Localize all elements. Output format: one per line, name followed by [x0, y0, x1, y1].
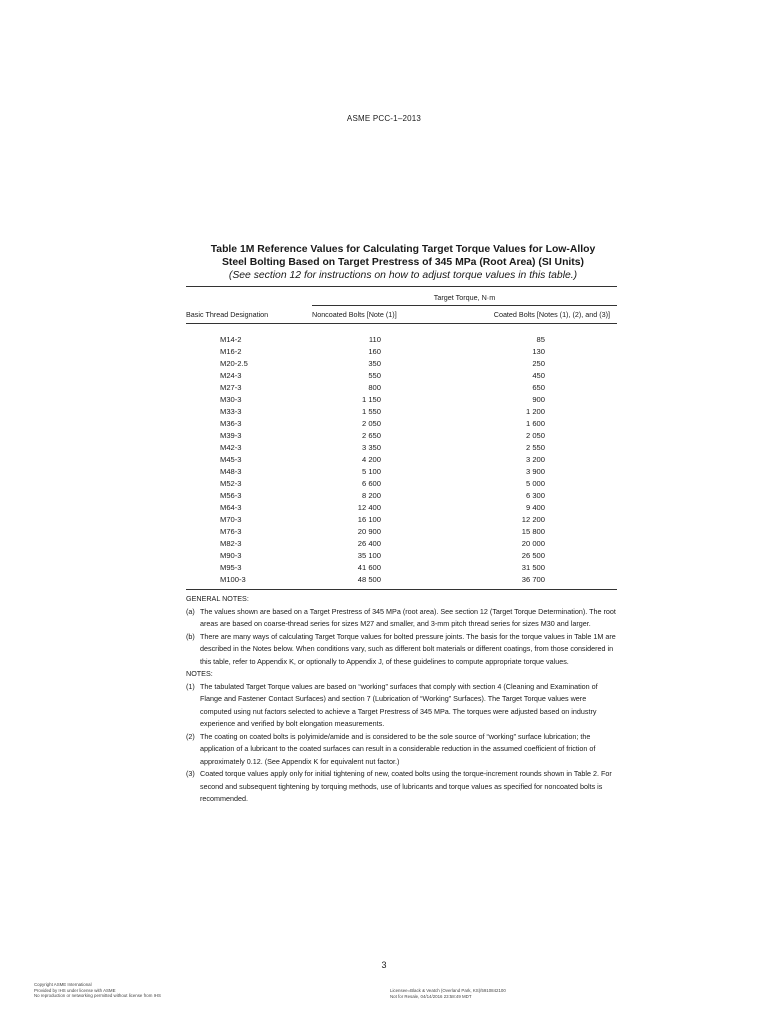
column-header-designation: Basic Thread Designation	[186, 310, 269, 319]
table-row	[186, 442, 617, 454]
cell-noncoated: 4 200	[361, 455, 381, 464]
note-text: Coated torque values apply only for initial tightening of new, coated bolts using the torque-increment rounds shown in Table 2. For second and subsequent tightening by torquing methods, use of lubricants and torque values as specified for noncoated bolts is recommended.	[200, 769, 612, 803]
cell-designation: M24-3	[220, 371, 242, 380]
table-row	[186, 358, 617, 370]
cell-designation: M36-3	[220, 419, 242, 428]
table-header	[186, 287, 617, 323]
table-row	[186, 418, 617, 430]
cell-coated: 650	[532, 383, 545, 392]
cell-designation: M90-3	[220, 551, 242, 560]
note-label: (a)	[186, 606, 195, 616]
cell-coated: 3 200	[525, 455, 545, 464]
cell-designation: M20-2.5	[220, 359, 248, 368]
note-label: (2)	[186, 731, 195, 741]
note-text: There are many ways of calculating Target Torque values for bolted pressure joints. The basis for the torque values in Table 1M are described in the Notes below. When conditions vary, such as different bolt materials or different coatings, from those considered in this table, refer to Appendix K, or optionally to Appendix J, of these guidelines to compute appropriate torque values.	[200, 631, 616, 666]
column-header-noncoated: Noncoated Bolts [Note (1)]	[312, 310, 397, 319]
general-notes-list	[186, 606, 618, 669]
cell-designation: M100-3	[220, 575, 246, 584]
cell-coated: 2 050	[525, 431, 545, 440]
cell-designation: M45-3	[220, 455, 242, 464]
cell-noncoated: 110	[368, 335, 381, 344]
general-notes-heading: GENERAL NOTES:	[186, 594, 249, 603]
note-label: (b)	[186, 631, 195, 641]
page-number: 3	[381, 960, 387, 970]
footer-left-line: Copyright ASME International	[34, 982, 92, 987]
cell-designation: M70-3	[220, 515, 242, 524]
cell-coated: 20 000	[521, 539, 545, 548]
cell-designation: M56-3	[220, 491, 242, 500]
cell-coated: 36 700	[521, 575, 545, 584]
cell-noncoated: 160	[368, 347, 381, 356]
table-row	[186, 562, 617, 574]
cell-coated: 6 300	[525, 491, 545, 500]
table-row	[186, 334, 617, 346]
table-row	[186, 502, 617, 514]
table-row	[186, 466, 617, 478]
cell-designation: M48-3	[220, 467, 242, 476]
table-bottom-rule	[186, 589, 617, 590]
cell-coated: 26 500	[521, 551, 545, 560]
cell-designation: M42-3	[220, 443, 242, 452]
note-item	[186, 681, 618, 731]
table-subtitle: (See section 12 for instructions on how to adjust torque values in this table.)	[228, 270, 578, 281]
document-header: ASME PCC-1–2013	[346, 114, 422, 123]
cell-coated: 900	[532, 395, 545, 404]
cell-coated: 1 600	[525, 419, 545, 428]
table-row	[186, 550, 617, 562]
cell-designation: M16-2	[220, 347, 242, 356]
table-row	[186, 394, 617, 406]
cell-coated: 15 800	[521, 527, 545, 536]
table-row	[186, 370, 617, 382]
table-row	[186, 538, 617, 550]
note-label: (1)	[186, 681, 195, 691]
cell-designation: M95-3	[220, 563, 242, 572]
cell-coated: 3 900	[525, 467, 545, 476]
cell-noncoated: 2 050	[361, 419, 381, 428]
table-row	[186, 490, 617, 502]
cell-noncoated: 5 100	[361, 467, 381, 476]
notes-section	[186, 593, 618, 806]
notes-heading: NOTES:	[186, 669, 213, 678]
cell-coated: 250	[532, 359, 545, 368]
footer-left	[34, 982, 161, 999]
cell-noncoated: 350	[368, 359, 381, 368]
cell-designation: M39-3	[220, 431, 242, 440]
note-item	[186, 731, 618, 769]
column-header-coated: Coated Bolts [Notes (1), (2), and (3)]	[493, 310, 610, 319]
table-row	[186, 526, 617, 538]
cell-designation: M33-3	[220, 407, 242, 416]
note-item	[186, 631, 618, 669]
note-label: (3)	[186, 769, 195, 778]
cell-designation: M30-3	[220, 395, 242, 404]
cell-designation: M82-3	[220, 539, 242, 548]
cell-coated: 5 000	[525, 479, 545, 488]
note-item	[186, 768, 618, 806]
table-row	[186, 430, 617, 442]
table-row	[186, 382, 617, 394]
cell-coated: 31 500	[521, 563, 545, 572]
table-row	[186, 574, 617, 586]
cell-noncoated: 6 600	[361, 479, 381, 488]
cell-designation: M64-3	[220, 503, 242, 512]
note-item	[186, 606, 618, 631]
table-row	[186, 346, 617, 358]
cell-noncoated: 2 650	[361, 431, 381, 440]
table-row	[186, 406, 617, 418]
cell-coated: 12 200	[521, 515, 545, 524]
table-title-block	[186, 243, 620, 282]
cell-designation: M14-2	[220, 335, 242, 344]
cell-coated: 450	[532, 371, 545, 380]
cell-designation: M27-3	[220, 383, 242, 392]
cell-designation: M76-3	[220, 527, 242, 536]
cell-noncoated: 3 350	[361, 443, 381, 452]
cell-coated: 2 550	[525, 443, 545, 452]
cell-noncoated: 35 100	[357, 551, 381, 560]
cell-designation: M52-3	[220, 479, 242, 488]
footer-left-line: Provided by IHS under license with ASME	[34, 987, 116, 993]
cell-noncoated: 1 550	[361, 407, 381, 416]
table-body	[186, 324, 617, 589]
cell-noncoated: 16 100	[357, 515, 381, 524]
cell-coated: 85	[536, 335, 545, 344]
cell-coated: 9 400	[525, 503, 545, 512]
notes-list	[186, 681, 618, 806]
cell-noncoated: 8 200	[361, 491, 381, 500]
cell-noncoated: 800	[368, 383, 381, 392]
cell-noncoated: 41 600	[357, 563, 381, 572]
footer-left-line: No reproduction or networking permitted without license from IHS	[34, 993, 161, 999]
table-row	[186, 478, 617, 490]
cell-noncoated: 550	[368, 371, 381, 380]
note-text: The values shown are based on a Target Prestress of 345 MPa (root area). See section 12 (Target Torque Determination). The root areas are based on coarse-thread series for sizes M27 and smaller, and 3-mm pitch thread series for sizes M30 and larger.	[200, 606, 616, 628]
table-title-line-1: Table 1M Reference Values for Calculating Target Torque Values for Low-Alloy	[210, 244, 596, 255]
table-title-line-2: Steel Bolting Based on Target Prestress of 345 MPa (Root Area) (SI Units)	[221, 257, 584, 268]
torque-table	[186, 286, 617, 590]
cell-noncoated: 20 900	[357, 527, 381, 536]
target-torque-group-header: Target Torque, N·m	[312, 293, 617, 306]
note-text: The coating on coated bolts is polyimide/amide and is considered to be the sole source of “working” surface lubrication; the application of a lubricant to the coated surfaces can result in a considerable reduction in the assumed coefficient of friction of approximately 0.12. (See Appendix K for equivalent nut factor.)	[200, 731, 596, 766]
note-text: The tabulated Target Torque values are based on “working” surfaces that comply with section 4 (Cleaning and Examination of Flange and Fastener Contact Surfaces) and section 7 (Lubrication of “Working” Surfaces). The Target Torque values were computed using nut factors selected to achieve a Target Prestress of 345 MPa. The torques were adjusted based on industry experience and verified by bolt elongation measurements.	[200, 681, 598, 728]
cell-noncoated: 12 400	[357, 503, 381, 512]
footer-right-line: Not for Resale, 04/14/2016 23:58:49 MDT	[390, 993, 472, 999]
cell-noncoated: 1 150	[361, 395, 381, 404]
cell-noncoated: 26 400	[357, 539, 381, 548]
cell-noncoated: 48 500	[357, 575, 381, 584]
cell-coated: 1 200	[525, 407, 545, 416]
cell-coated: 130	[532, 347, 545, 356]
table-row	[186, 454, 617, 466]
footer-right	[390, 988, 506, 999]
table-row	[186, 514, 617, 526]
footer-right-line: Licensee=Black & Veatch (Overland Park, KS)/5910842100	[390, 988, 506, 993]
